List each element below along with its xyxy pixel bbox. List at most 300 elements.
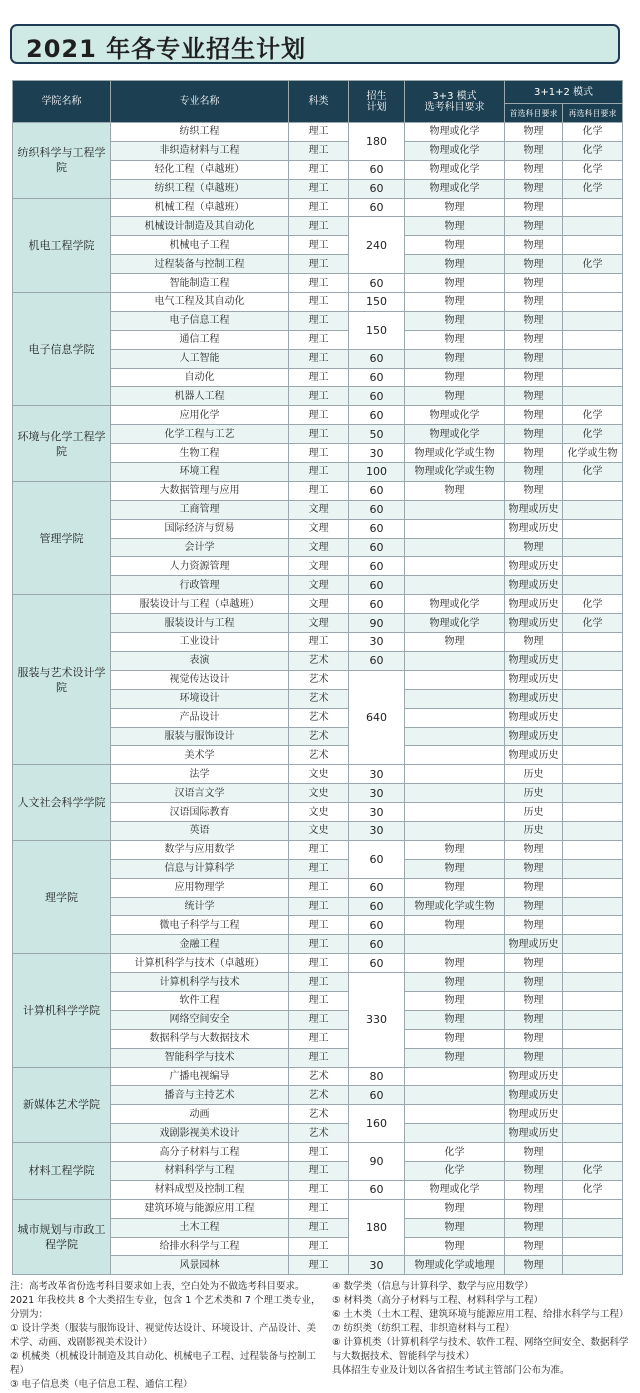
mode33-cell: 物理	[405, 236, 505, 255]
plan-cell: 330	[349, 973, 405, 1067]
table-row	[13, 293, 623, 312]
first-subject-cell: 物理	[505, 840, 563, 859]
second-subject-cell: 化学	[563, 406, 623, 425]
major-cell: 视觉传达设计	[111, 670, 289, 689]
mode33-cell: 物理	[405, 198, 505, 217]
major-cell: 机械设计制造及其自动化	[111, 217, 289, 236]
plan-cell: 60	[349, 1180, 405, 1199]
major-cell: 信息与计算科学	[111, 859, 289, 878]
second-subject-cell	[563, 1124, 623, 1143]
mode33-cell	[405, 500, 505, 519]
category-cell: 理工	[289, 1161, 349, 1180]
first-subject-cell: 物理或历史	[505, 708, 563, 727]
first-subject-cell: 历史	[505, 765, 563, 784]
category-cell: 艺术	[289, 651, 349, 670]
second-subject-cell	[563, 1237, 623, 1256]
major-cell: 人工智能	[111, 349, 289, 368]
category-cell: 理工	[289, 330, 349, 349]
mode33-cell: 物理或化学	[405, 141, 505, 160]
mode33-cell: 物理或化学或生物	[405, 463, 505, 482]
category-cell: 理工	[289, 481, 349, 500]
second-subject-cell	[563, 274, 623, 293]
major-cell: 计算机科学与技术	[111, 973, 289, 992]
plan-cell: 640	[349, 670, 405, 764]
first-subject-cell: 物理	[505, 1161, 563, 1180]
major-cell: 法学	[111, 765, 289, 784]
major-cell: 软件工程	[111, 991, 289, 1010]
plan-cell: 60	[349, 481, 405, 500]
plan-cell: 90	[349, 614, 405, 633]
table-row	[13, 954, 623, 973]
title-banner	[10, 24, 620, 64]
category-cell: 理工	[289, 1256, 349, 1275]
footnote-line: 2021 年我校共 8 个大类招生专业，包含 1 个艺术类和 7 个理工类专业，分别为：	[10, 1295, 321, 1320]
category-cell: 文史	[289, 821, 349, 840]
category-cell: 理工	[289, 916, 349, 935]
mode33-cell: 物理	[405, 1218, 505, 1237]
plan-cell: 80	[349, 1067, 405, 1086]
first-subject-cell: 物理	[505, 1218, 563, 1237]
major-cell: 机械电子工程	[111, 236, 289, 255]
category-cell: 理工	[289, 463, 349, 482]
category-cell: 理工	[289, 123, 349, 142]
first-subject-cell: 物理	[505, 1199, 563, 1218]
first-subject-cell: 物理或历史	[505, 557, 563, 576]
category-cell: 文理	[289, 538, 349, 557]
footnotes-right	[332, 1280, 632, 1378]
first-subject-cell: 物理	[505, 463, 563, 482]
mode33-cell: 物理	[405, 217, 505, 236]
second-subject-cell	[563, 1199, 623, 1218]
table-row	[13, 1199, 623, 1218]
major-cell: 机械工程（卓越班）	[111, 198, 289, 217]
mode33-cell	[405, 1105, 505, 1124]
first-subject-cell: 物理	[505, 1048, 563, 1067]
first-subject-cell: 物理	[505, 330, 563, 349]
table-row	[13, 765, 623, 784]
second-subject-cell	[563, 387, 623, 406]
major-cell: 自动化	[111, 368, 289, 387]
first-subject-cell: 物理或历史	[505, 746, 563, 765]
category-cell: 文理	[289, 614, 349, 633]
plan-cell: 60	[349, 954, 405, 973]
second-subject-cell	[563, 519, 623, 538]
second-subject-cell	[563, 311, 623, 330]
mode33-cell: 化学	[405, 1143, 505, 1162]
page-title: 2021 年各专业招生计划	[26, 35, 307, 63]
category-cell: 艺术	[289, 689, 349, 708]
second-subject-cell	[563, 878, 623, 897]
major-cell: 非织造材料与工程	[111, 141, 289, 160]
first-subject-cell: 物理或历史	[505, 1086, 563, 1105]
category-cell: 理工	[289, 406, 349, 425]
second-subject-cell	[563, 973, 623, 992]
mode33-cell: 物理	[405, 387, 505, 406]
header-plan: 招生 计划	[349, 81, 405, 123]
footnotes-left	[10, 1280, 322, 1392]
major-cell: 金融工程	[111, 935, 289, 954]
category-cell: 艺术	[289, 708, 349, 727]
first-subject-cell: 物理	[505, 217, 563, 236]
second-subject-cell	[563, 803, 623, 822]
second-subject-cell	[563, 538, 623, 557]
major-cell: 建筑环境与能源应用工程	[111, 1199, 289, 1218]
plan-cell: 60	[349, 179, 405, 198]
first-subject-cell: 物理	[505, 255, 563, 274]
second-subject-cell	[563, 897, 623, 916]
category-cell: 文理	[289, 576, 349, 595]
footnote-line: 具体招生专业及计划以各省招生考试主管部门公布为准。	[332, 1365, 570, 1376]
plan-cell: 60	[349, 557, 405, 576]
first-subject-cell: 物理	[505, 425, 563, 444]
major-cell: 轻化工程（卓越班）	[111, 160, 289, 179]
mode33-cell: 物理或化学	[405, 614, 505, 633]
mode33-cell: 物理	[405, 633, 505, 652]
mode33-cell	[405, 651, 505, 670]
college-name-cell: 材料工程学院	[13, 1143, 111, 1200]
second-subject-cell	[563, 481, 623, 500]
plan-cell: 30	[349, 765, 405, 784]
first-subject-cell: 物理	[505, 878, 563, 897]
mode33-cell: 物理	[405, 255, 505, 274]
category-cell: 理工	[289, 274, 349, 293]
mode33-cell: 物理	[405, 293, 505, 312]
first-subject-cell: 物理或历史	[505, 651, 563, 670]
major-cell: 服装与服饰设计	[111, 727, 289, 746]
first-subject-cell: 物理	[505, 141, 563, 160]
plan-cell: 30	[349, 444, 405, 463]
mode33-cell	[405, 519, 505, 538]
category-cell: 艺术	[289, 1105, 349, 1124]
table-row	[13, 406, 623, 425]
plan-cell: 60	[349, 538, 405, 557]
plan-cell: 100	[349, 463, 405, 482]
first-subject-cell: 物理	[505, 349, 563, 368]
category-cell: 理工	[289, 1029, 349, 1048]
mode33-cell: 物理	[405, 954, 505, 973]
header-college: 学院名称	[13, 81, 111, 123]
second-subject-cell	[563, 1010, 623, 1029]
mode33-cell: 物理	[405, 878, 505, 897]
enrollment-table	[12, 80, 623, 1275]
first-subject-cell: 历史	[505, 821, 563, 840]
mode33-cell: 物理或化学	[405, 123, 505, 142]
major-cell: 工商管理	[111, 500, 289, 519]
mode33-cell	[405, 708, 505, 727]
category-cell: 理工	[289, 255, 349, 274]
second-subject-cell	[563, 349, 623, 368]
major-cell: 智能制造工程	[111, 274, 289, 293]
category-cell: 理工	[289, 954, 349, 973]
second-subject-cell	[563, 330, 623, 349]
second-subject-cell	[563, 708, 623, 727]
mode33-cell	[405, 689, 505, 708]
second-subject-cell	[563, 746, 623, 765]
mode33-cell	[405, 1067, 505, 1086]
mode33-cell: 物理	[405, 481, 505, 500]
major-cell: 统计学	[111, 897, 289, 916]
category-cell: 文理	[289, 557, 349, 576]
first-subject-cell: 物理	[505, 973, 563, 992]
first-subject-cell: 物理	[505, 1143, 563, 1162]
major-cell: 智能科学与技术	[111, 1048, 289, 1067]
category-cell: 理工	[289, 349, 349, 368]
table-body	[13, 123, 623, 1275]
table-row	[13, 481, 623, 500]
first-subject-cell: 物理	[505, 991, 563, 1010]
first-subject-cell: 物理或历史	[505, 519, 563, 538]
footnote-line: ③ 电子信息类（电子信息工程、通信工程）	[10, 1379, 193, 1390]
category-cell: 理工	[289, 1048, 349, 1067]
mode33-cell: 物理	[405, 330, 505, 349]
second-subject-cell	[563, 633, 623, 652]
major-cell: 英语	[111, 821, 289, 840]
plan-cell: 30	[349, 803, 405, 822]
category-cell: 文史	[289, 803, 349, 822]
plan-cell: 160	[349, 1105, 405, 1143]
first-subject-cell: 物理	[505, 123, 563, 142]
first-subject-cell: 物理	[505, 897, 563, 916]
mode33-cell	[405, 538, 505, 557]
first-subject-cell: 物理或历史	[505, 727, 563, 746]
first-subject-cell: 物理	[505, 538, 563, 557]
category-cell: 艺术	[289, 1086, 349, 1105]
major-cell: 会计学	[111, 538, 289, 557]
plan-cell: 60	[349, 160, 405, 179]
major-cell: 服装设计与工程（卓越班）	[111, 595, 289, 614]
mode33-cell: 物理	[405, 1237, 505, 1256]
major-cell: 人力资源管理	[111, 557, 289, 576]
college-name-cell: 机电工程学院	[13, 198, 111, 292]
second-subject-cell	[563, 765, 623, 784]
major-cell: 广播电视编导	[111, 1067, 289, 1086]
category-cell: 理工	[289, 935, 349, 954]
second-subject-cell	[563, 991, 623, 1010]
first-subject-cell: 物理	[505, 1256, 563, 1275]
major-cell: 微电子科学与工程	[111, 916, 289, 935]
second-subject-cell	[563, 236, 623, 255]
plan-cell: 60	[349, 519, 405, 538]
first-subject-cell: 物理	[505, 1010, 563, 1029]
category-cell: 理工	[289, 1199, 349, 1218]
category-cell: 文理	[289, 595, 349, 614]
header-major: 专业名称	[111, 81, 289, 123]
mode33-cell	[405, 821, 505, 840]
first-subject-cell: 物理或历史	[505, 614, 563, 633]
first-subject-cell: 物理或历史	[505, 1124, 563, 1143]
first-subject-cell: 物理	[505, 406, 563, 425]
first-subject-cell: 物理或历史	[505, 595, 563, 614]
category-cell: 艺术	[289, 670, 349, 689]
header-category: 科类	[289, 81, 349, 123]
mode33-cell: 物理或化学	[405, 425, 505, 444]
mode33-cell	[405, 670, 505, 689]
first-subject-cell: 物理或历史	[505, 576, 563, 595]
major-cell: 材料科学与工程	[111, 1161, 289, 1180]
second-subject-cell	[563, 368, 623, 387]
major-cell: 通信工程	[111, 330, 289, 349]
first-subject-cell: 物理	[505, 444, 563, 463]
first-subject-cell: 物理或历史	[505, 689, 563, 708]
plan-cell: 30	[349, 1256, 405, 1275]
second-subject-cell	[563, 1048, 623, 1067]
plan-cell: 60	[349, 935, 405, 954]
category-cell: 理工	[289, 973, 349, 992]
second-subject-cell: 化学或生物	[563, 444, 623, 463]
second-subject-cell	[563, 916, 623, 935]
second-subject-cell: 化学	[563, 179, 623, 198]
plan-cell: 60	[349, 576, 405, 595]
major-cell: 美术学	[111, 746, 289, 765]
major-cell: 计算机科学与技术（卓越班）	[111, 954, 289, 973]
second-subject-cell	[563, 859, 623, 878]
first-subject-cell: 物理或历史	[505, 500, 563, 519]
plan-cell: 60	[349, 406, 405, 425]
second-subject-cell	[563, 651, 623, 670]
category-cell: 理工	[289, 444, 349, 463]
mode33-cell	[405, 557, 505, 576]
footnote-line: ① 设计学类（服装与服饰设计、视觉传达设计、环境设计、产品设计、美术学、动画、戏剧影视美术设计）	[10, 1323, 317, 1348]
footnote-line: ④ 数学类（信息与计算科学、数学与应用数学）	[332, 1281, 534, 1292]
major-cell: 产品设计	[111, 708, 289, 727]
plan-cell: 60	[349, 1086, 405, 1105]
footnote-line: ⑤ 材料类（高分子材料与工程、材料科学与工程）	[332, 1295, 544, 1306]
category-cell: 理工	[289, 1180, 349, 1199]
second-subject-cell	[563, 576, 623, 595]
table-row	[13, 1067, 623, 1086]
plan-cell: 150	[349, 293, 405, 312]
college-name-cell: 新媒体艺术学院	[13, 1067, 111, 1143]
plan-cell: 150	[349, 311, 405, 349]
second-subject-cell: 化学	[563, 1161, 623, 1180]
footnote-line: ⑧ 计算机类（计算机科学与技术、软件工程、网络空间安全、数据科学与大数据技术、智能科学与技术）	[332, 1337, 629, 1362]
major-cell: 行政管理	[111, 576, 289, 595]
category-cell: 理工	[289, 1010, 349, 1029]
category-cell: 理工	[289, 236, 349, 255]
major-cell: 机器人工程	[111, 387, 289, 406]
second-subject-cell	[563, 500, 623, 519]
second-subject-cell	[563, 293, 623, 312]
mode33-cell: 物理或化学	[405, 160, 505, 179]
major-cell: 纺织工程	[111, 123, 289, 142]
mode33-cell	[405, 1124, 505, 1143]
major-cell: 环境设计	[111, 689, 289, 708]
mode33-cell: 物理	[405, 1199, 505, 1218]
plan-cell: 180	[349, 1199, 405, 1256]
major-cell: 电气工程及其自动化	[111, 293, 289, 312]
category-cell: 理工	[289, 1218, 349, 1237]
major-cell: 土木工程	[111, 1218, 289, 1237]
mode33-cell: 物理	[405, 840, 505, 859]
category-cell: 文理	[289, 500, 349, 519]
header-mode312: 3+1+2 模式	[505, 81, 623, 104]
category-cell: 理工	[289, 1237, 349, 1256]
major-cell: 应用化学	[111, 406, 289, 425]
second-subject-cell: 化学	[563, 255, 623, 274]
second-subject-cell	[563, 1086, 623, 1105]
category-cell: 文理	[289, 519, 349, 538]
plan-cell: 60	[349, 198, 405, 217]
second-subject-cell: 化学	[563, 141, 623, 160]
college-name-cell: 管理学院	[13, 481, 111, 594]
first-subject-cell: 物理或历史	[505, 1105, 563, 1124]
major-cell: 大数据管理与应用	[111, 481, 289, 500]
first-subject-cell: 物理	[505, 859, 563, 878]
category-cell: 理工	[289, 633, 349, 652]
plan-cell: 240	[349, 217, 405, 274]
mode33-cell	[405, 803, 505, 822]
major-cell: 材料成型及控制工程	[111, 1180, 289, 1199]
mode33-cell: 物理或化学	[405, 406, 505, 425]
major-cell: 数据科学与大数据技术	[111, 1029, 289, 1048]
category-cell: 理工	[289, 311, 349, 330]
second-subject-cell: 化学	[563, 425, 623, 444]
table-row	[13, 1143, 623, 1162]
second-subject-cell	[563, 1105, 623, 1124]
second-subject-cell	[563, 821, 623, 840]
plan-cell: 30	[349, 633, 405, 652]
footnote-line: 注：高考改革省份选考科目要求如上表，空白处为不做选考科目要求。	[10, 1281, 305, 1292]
major-cell: 播音与主持艺术	[111, 1086, 289, 1105]
first-subject-cell: 物理	[505, 916, 563, 935]
college-name-cell: 环境与化学工程学院	[13, 406, 111, 482]
category-cell: 理工	[289, 141, 349, 160]
mode33-cell: 物理	[405, 311, 505, 330]
plan-cell: 30	[349, 784, 405, 803]
mode33-cell: 物理	[405, 973, 505, 992]
major-cell: 给排水科学与工程	[111, 1237, 289, 1256]
plan-cell: 30	[349, 821, 405, 840]
plan-cell: 180	[349, 123, 405, 161]
mode33-cell	[405, 1086, 505, 1105]
second-subject-cell	[563, 198, 623, 217]
mode33-cell	[405, 784, 505, 803]
mode33-cell	[405, 746, 505, 765]
second-subject-cell: 化学	[563, 463, 623, 482]
mode33-cell: 物理或化学或生物	[405, 897, 505, 916]
major-cell: 动画	[111, 1105, 289, 1124]
major-cell: 服装设计与工程	[111, 614, 289, 633]
major-cell: 电子信息工程	[111, 311, 289, 330]
mode33-cell: 物理	[405, 859, 505, 878]
first-subject-cell: 物理	[505, 293, 563, 312]
second-subject-cell: 化学	[563, 1180, 623, 1199]
mode33-cell: 物理	[405, 1029, 505, 1048]
college-name-cell: 纺织科学与工程学院	[13, 123, 111, 199]
first-subject-cell: 物理	[505, 1180, 563, 1199]
category-cell: 理工	[289, 179, 349, 198]
second-subject-cell	[563, 954, 623, 973]
second-subject-cell	[563, 1218, 623, 1237]
mode33-cell: 物理	[405, 368, 505, 387]
first-subject-cell: 物理	[505, 198, 563, 217]
table-row	[13, 840, 623, 859]
plan-cell: 60	[349, 368, 405, 387]
plan-cell: 60	[349, 878, 405, 897]
category-cell: 理工	[289, 368, 349, 387]
first-subject-cell: 物理	[505, 368, 563, 387]
major-cell: 数学与应用数学	[111, 840, 289, 859]
plan-cell: 60	[349, 651, 405, 670]
table-row	[13, 123, 623, 142]
category-cell: 理工	[289, 897, 349, 916]
footnote-line: ② 机械类（机械设计制造及其自动化、机械电子工程、过程装备与控制工程）	[10, 1351, 317, 1376]
mode33-cell: 物理或化学或地理	[405, 1256, 505, 1275]
footnote-line: ⑥ 土木类（土木工程、建筑环境与能源应用工程、给排水科学与工程）	[332, 1309, 629, 1320]
second-subject-cell	[563, 1143, 623, 1162]
plan-cell: 60	[349, 387, 405, 406]
major-cell: 戏剧影视美术设计	[111, 1124, 289, 1143]
